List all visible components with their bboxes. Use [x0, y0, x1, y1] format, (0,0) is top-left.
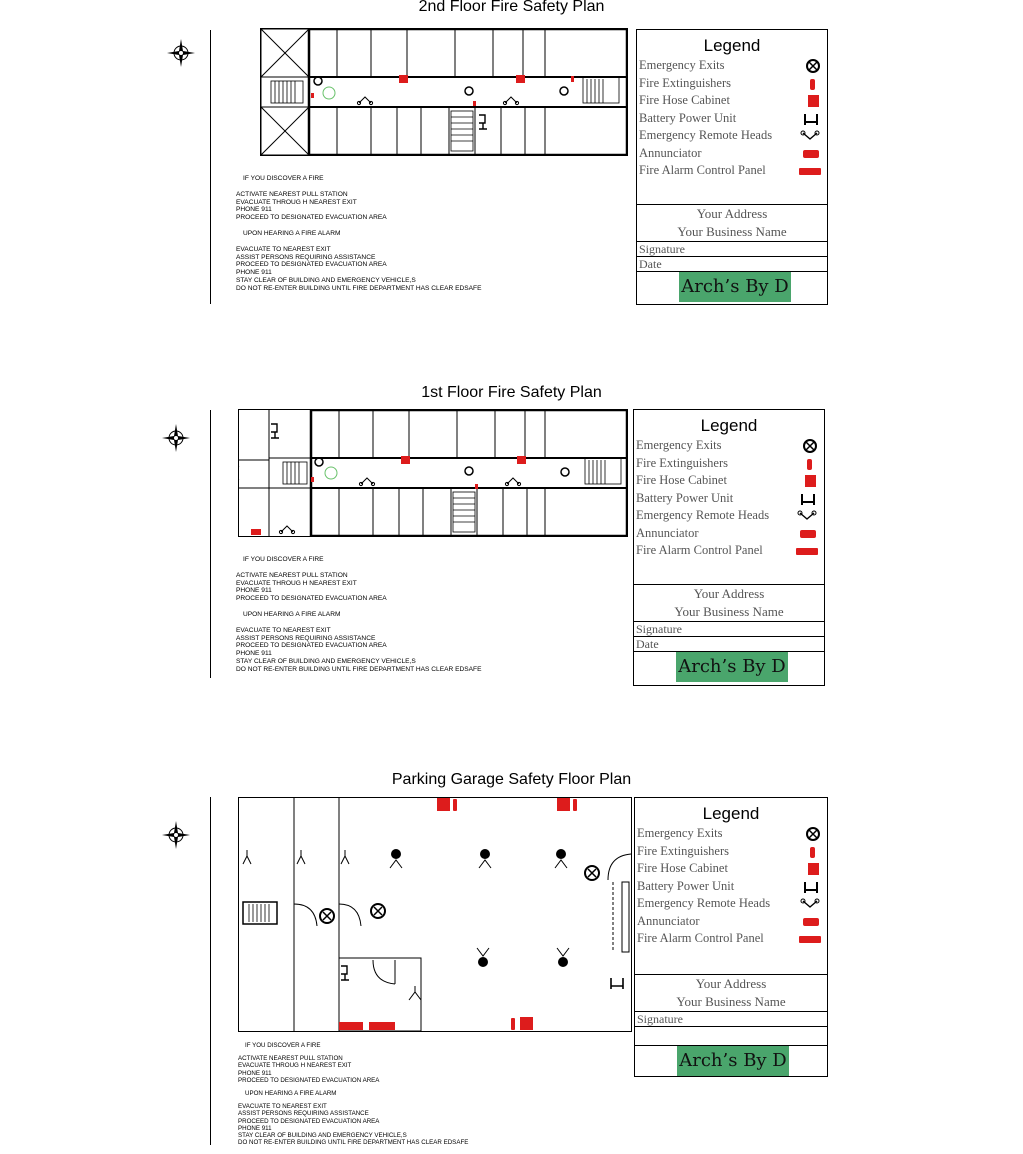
legend-label: Battery Power Unit: [639, 110, 737, 125]
legend-label: Fire Alarm Control Panel: [636, 543, 763, 557]
legend-item: [637, 93, 827, 111]
legend-item: [634, 543, 824, 561]
sheet-title: 2nd Floor Fire Safety Plan: [418, 0, 605, 15]
legend-item: [635, 931, 827, 949]
instruction-line: PROCEED TO DESIGNATED EVACUATION AREA: [236, 214, 387, 222]
legend-label: Emergency Remote Heads: [639, 128, 773, 142]
instruction-heading: IF YOU DISCOVER A FIRE: [243, 556, 324, 563]
legend-label: Emergency Remote Heads: [637, 896, 771, 910]
instruction-line: ACTIVATE NEAREST PULL STATION: [236, 571, 348, 579]
instruction-line: EVACUATE THROUG H NEAREST EXIT: [238, 1062, 352, 1070]
legend-item: [637, 163, 827, 181]
margin-line: [210, 797, 211, 1145]
legend-item: [637, 111, 827, 129]
legend-panel: [634, 797, 828, 1077]
address-text: Your Address: [695, 976, 767, 991]
legend-label: Battery Power Unit: [637, 878, 735, 893]
legend-label: Fire Extinguishers: [636, 455, 729, 470]
legend-label: Annunciator: [639, 145, 702, 160]
legend-item: [635, 826, 827, 844]
legend-item: [637, 146, 827, 164]
legend-item: [634, 473, 824, 491]
battery-unit-icon: [799, 880, 821, 894]
date-field: Date: [637, 256, 827, 271]
control-panel-icon: [795, 932, 825, 946]
instruction-line: PHONE 911: [238, 1069, 272, 1077]
instruction-line: PHONE 911: [236, 650, 272, 658]
instruction-line: EVACUATE TO NEAREST EXIT: [236, 626, 331, 634]
date-field: Date: [634, 636, 824, 651]
legend-label: Emergency Exits: [636, 438, 722, 452]
legend-title: Legend: [703, 36, 761, 55]
hose-cabinet-icon: [799, 94, 821, 108]
legend-label: Fire Hose Cabinet: [639, 93, 730, 107]
compass-icon: [161, 33, 201, 73]
sheet-title: 1st Floor Fire Safety Plan: [421, 384, 602, 401]
legend-label: Emergency Exits: [637, 826, 723, 840]
remote-heads-icon: [799, 897, 821, 911]
legend-label: Battery Power Unit: [636, 490, 734, 505]
instruction-heading: UPON HEARING A FIRE ALARM: [243, 229, 341, 237]
legend-label: Fire Hose Cabinet: [636, 473, 727, 487]
legend-label: Fire Extinguishers: [637, 843, 730, 858]
instruction-line: DO NOT RE-ENTER BUILDING UNTIL FIRE DEPARTMENT HAS CLEAR EDSAFE: [238, 1139, 469, 1147]
legend-item: [637, 76, 827, 94]
instruction-line: STAY CLEAR OF BUILDING AND EMERGENCY VEHICLE,S: [236, 657, 416, 665]
legend-panel: [636, 29, 828, 305]
legend-item: [637, 128, 827, 146]
legend-item: [637, 58, 827, 76]
legend-label: Fire Extinguishers: [639, 75, 732, 90]
instruction-line: EVACUATE THROUG H NEAREST EXIT: [236, 579, 357, 587]
sheet-title: Parking Garage Safety Floor Plan: [391, 771, 632, 788]
business-name: Your Business Name: [677, 224, 787, 239]
legend-title: Legend: [700, 416, 758, 435]
hose-cabinet-icon: [796, 474, 818, 488]
instruction-line: PROCEED TO DESIGNATED EVACUATION AREA: [236, 261, 387, 269]
legend-item: [634, 526, 824, 544]
instruction-line: PHONE 911: [236, 269, 272, 277]
annunciator-icon: [796, 527, 818, 541]
exit-icon: [799, 827, 821, 841]
legend-label: Annunciator: [636, 525, 699, 540]
floor-plan-2nd: [260, 28, 628, 156]
instruction-line: PROCEED TO DESIGNATED EVACUATION AREA: [238, 1117, 380, 1125]
compass-icon: [156, 418, 196, 458]
control-panel-icon: [792, 544, 822, 558]
annunciator-icon: [799, 147, 821, 161]
legend-item: [635, 914, 827, 932]
instruction-heading: UPON HEARING A FIRE ALARM: [243, 610, 341, 618]
instruction-line: DO NOT RE-ENTER BUILDING UNTIL FIRE DEPARTMENT HAS CLEAR EDSAFE: [236, 284, 482, 292]
legend-panel: [633, 409, 825, 686]
instruction-line: DO NOT RE-ENTER BUILDING UNTIL FIRE DEPARTMENT HAS CLEAR EDSAFE: [236, 665, 482, 673]
legend-label: Fire Alarm Control Panel: [639, 163, 766, 177]
floor-plan-drawing: [239, 798, 631, 1031]
instruction-line: EVACUATE TO NEAREST EXIT: [238, 1103, 327, 1111]
instruction-line: ASSIST PERSONS REQUIRING ASSISTANCE: [236, 634, 376, 642]
instructions-block: [236, 556, 481, 674]
margin-line: [210, 30, 211, 304]
instructions-block: [236, 175, 481, 293]
instruction-line: PROCEED TO DESIGNATED EVACUATION AREA: [236, 595, 387, 603]
instruction-line: ASSIST PERSONS REQUIRING ASSISTANCE: [236, 253, 376, 261]
signature-field: Signature: [635, 1011, 827, 1026]
title-block: [637, 204, 827, 302]
instruction-line: PROCEED TO DESIGNATED EVACUATION AREA: [236, 642, 387, 650]
instruction-line: PROCEED TO DESIGNATED EVACUATION AREA: [238, 1076, 380, 1084]
instruction-heading: UPON HEARING A FIRE ALARM: [245, 1090, 337, 1098]
legend-label: Fire Hose Cabinet: [637, 861, 728, 875]
instructions-block: [238, 1042, 468, 1146]
brand-logo: Arch’s By D: [676, 652, 788, 682]
annunciator-icon: [799, 915, 821, 929]
extinguisher-icon: [796, 457, 818, 471]
legend-title: Legend: [702, 804, 760, 823]
control-panel-icon: [795, 164, 825, 178]
legend-item: [634, 491, 824, 509]
extinguisher-icon: [799, 77, 821, 91]
instruction-line: EVACUATE THROUG H NEAREST EXIT: [236, 198, 357, 206]
margin-line: [210, 410, 211, 678]
instruction-line: PHONE 911: [236, 587, 272, 595]
compass-icon: [156, 815, 196, 855]
address-text: Your Address: [693, 586, 765, 601]
legend-label: Fire Alarm Control Panel: [637, 931, 764, 945]
date-field: [635, 1026, 827, 1045]
instruction-heading: IF YOU DISCOVER A FIRE: [243, 175, 324, 182]
legend-item: [634, 456, 824, 474]
instruction-heading: IF YOU DISCOVER A FIRE: [245, 1042, 321, 1049]
business-name: Your Business Name: [676, 994, 786, 1009]
extinguisher-icon: [799, 845, 821, 859]
floor-plan-drawing: [239, 410, 627, 536]
remote-heads-icon: [796, 509, 818, 523]
legend-item: [635, 844, 827, 862]
instruction-line: ACTIVATE NEAREST PULL STATION: [238, 1055, 343, 1063]
title-block: [635, 974, 827, 1076]
signature-field: Signature: [634, 621, 824, 636]
instruction-line: ACTIVATE NEAREST PULL STATION: [236, 190, 348, 198]
exit-icon: [799, 59, 821, 73]
battery-unit-icon: [796, 492, 818, 506]
brand-logo: Arch’s By D: [679, 272, 791, 302]
instruction-line: ASSIST PERSONS REQUIRING ASSISTANCE: [238, 1110, 369, 1118]
floor-plan-garage: [238, 797, 632, 1032]
legend-item: [634, 508, 824, 526]
floor-plan-1st: [238, 409, 628, 537]
instruction-line: PHONE 911: [236, 206, 272, 214]
legend-label: Emergency Remote Heads: [636, 508, 770, 522]
address-text: Your Address: [696, 206, 768, 221]
remote-heads-icon: [799, 129, 821, 143]
legend-item: [634, 438, 824, 456]
instruction-line: STAY CLEAR OF BUILDING AND EMERGENCY VEHICLE,S: [238, 1132, 407, 1140]
legend-item: [635, 896, 827, 914]
business-name: Your Business Name: [674, 604, 784, 619]
battery-unit-icon: [799, 112, 821, 126]
brand-logo: Arch’s By D: [677, 1046, 789, 1076]
instruction-line: EVACUATE TO NEAREST EXIT: [236, 245, 331, 253]
legend-item: [635, 879, 827, 897]
hose-cabinet-icon: [799, 862, 821, 876]
legend-label: Emergency Exits: [639, 58, 725, 72]
exit-icon: [796, 439, 818, 453]
legend-item: [635, 861, 827, 879]
title-block: [634, 584, 824, 682]
legend-label: Annunciator: [637, 913, 700, 928]
floor-plan-drawing: [261, 29, 627, 155]
instruction-line: PHONE 911: [238, 1124, 272, 1132]
signature-field: Signature: [637, 241, 827, 256]
instruction-line: STAY CLEAR OF BUILDING AND EMERGENCY VEHICLE,S: [236, 276, 416, 284]
